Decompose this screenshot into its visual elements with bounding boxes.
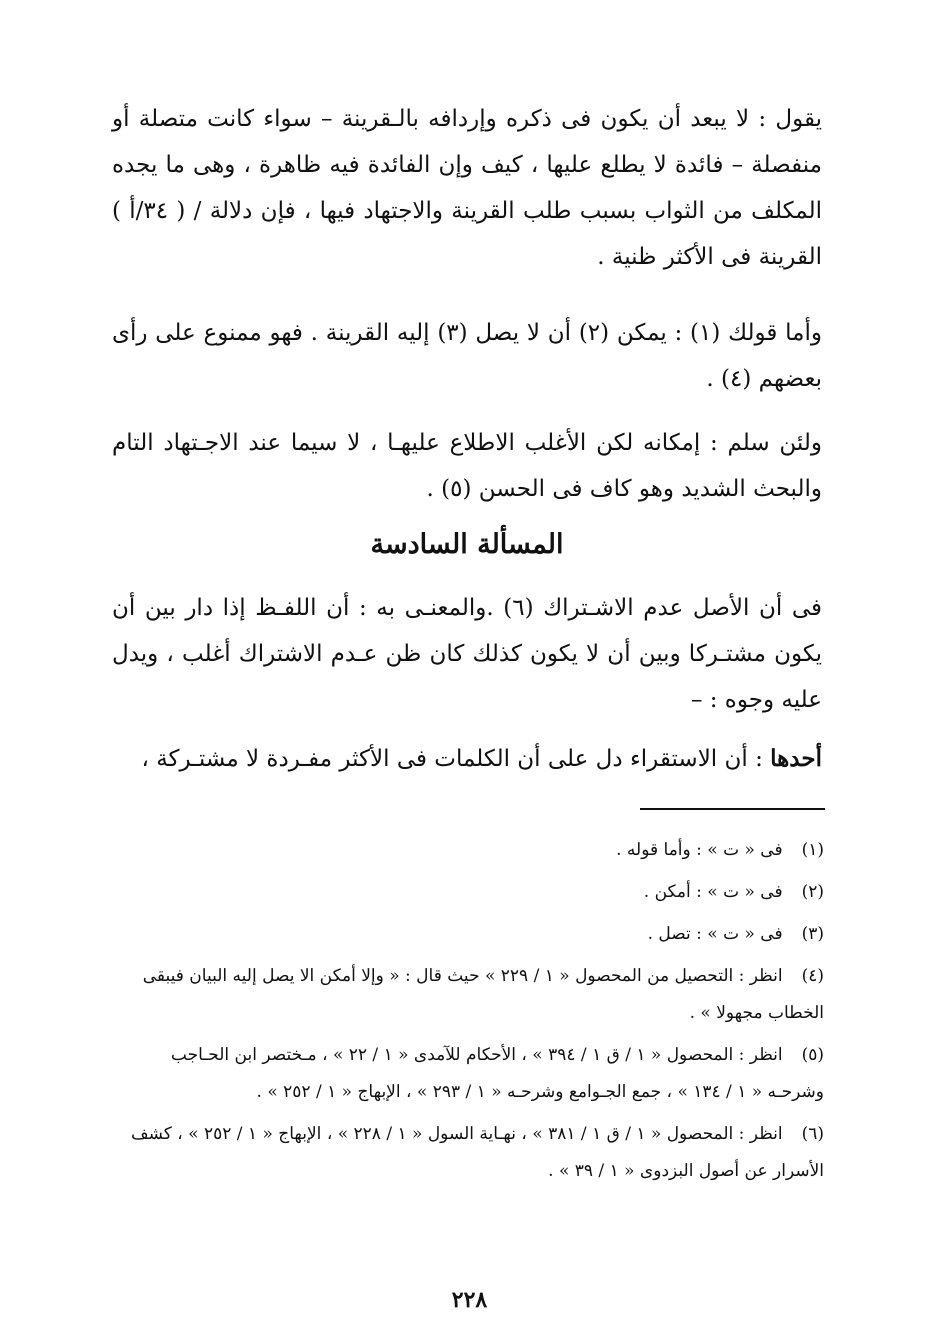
footnote-number: (٣) — [801, 924, 824, 944]
footnote-number: (٥) — [801, 1045, 824, 1065]
section-heading: المسألة السادسة — [370, 529, 564, 560]
footnote-number: (٦) — [801, 1124, 824, 1144]
footnote-text: انظر : التحصيل من المحصول « ١ / ٢٢٩ » حيث قال : « وإلا أمكن الا يصل إليه البيان فيبقى الخطاب مجهولا » . — [142, 966, 824, 1023]
body-paragraph-2: وأما قولك (١) : يمكن (٢) أن لا يصل (٣) إليه القرينة . فهو ممنوع على رأى بعضهم (٤) . — [112, 320, 822, 392]
footnote-text: فى « ت » : وأما قوله . — [616, 840, 783, 860]
footnotes — [112, 832, 824, 1195]
footnote-1 — [112, 832, 824, 869]
footnote-number: (١) — [801, 840, 824, 860]
paragraph-lead-word: أحدها — [770, 745, 822, 772]
body-paragraph-4: فى أن الأصل عدم الاشـتراك (٦) .والمعنـى به : أن اللفـظ إذا دار بين أن يكون مشتـركا وبين أن لا يكون كذلك كان ظن عـدم الاشتراك أغلب ، ويدل عليه وجوه : – — [112, 595, 823, 713]
footnote-3 — [112, 916, 824, 953]
footnote-6 — [112, 1116, 824, 1190]
footnote-5 — [112, 1037, 824, 1111]
footnote-separator — [640, 808, 825, 810]
footnote-4 — [112, 958, 824, 1032]
footnote-number: (٤) — [801, 966, 824, 986]
body-paragraph-3: ولئن سلم : إمكانه لكن الأغلب الاطلاع عليهـا ، لا سيما عند الاجـتهاد التام والبحث الشديد وهو كاف فى الحسن (٥) . — [112, 430, 822, 502]
footnote-2 — [112, 874, 824, 911]
page-number: ٢٢٨ — [451, 1287, 488, 1313]
body-paragraph-5 — [112, 736, 822, 782]
body-paragraph-1: يقول : لا يبعد أن يكون فى ذكره وإردافه بالـقرينة – سواء كانت متصلة أو منفصلة – فائدة لا يطلع عليها ، كيف وإن الفائدة فيه ظاهرة ، وهى ما يجده المكلف من الثواب بسبب طلب القرينة والاجتهاد فيها ، فإن دلالة / ( ٣٤/أ ) القرينة فى الأكثر ظنية . — [112, 106, 822, 270]
footnote-text: فى « ت » : تصل . — [647, 924, 783, 944]
footnote-text: انظر : المحصول « ١ / ق ١ / ٣٨١ » ، نهـاية السول « ١ / ٢٢٨ » ، الإبهاج « ١ / ٢٥٢ » ، كشف الأسرار عن أصول البزدوى « ١ / ٣٩ » . — [131, 1124, 824, 1181]
paragraph-5-text: : أن الاستقراء دل على أن الكلمات فى الأكثر مفـردة لا مشتـركة ، — [141, 746, 771, 772]
footnote-text: انظر : المحصول « ١ / ق ١ / ٣٩٤ » ، الأحكام للآمدى « ١ / ٢٢ » ، مـختصر ابن الحـاجب وشرحـه « ١ / ١٣٤ » ، جمع الجـوامع وشرحـه « ١ / ٢٩٣ » ، الإبهاج « ١ / ٢٥٢ » . — [170, 1045, 824, 1102]
footnote-number: (٢) — [801, 882, 824, 902]
footnote-text: فى « ت » : أمكن . — [643, 882, 783, 902]
